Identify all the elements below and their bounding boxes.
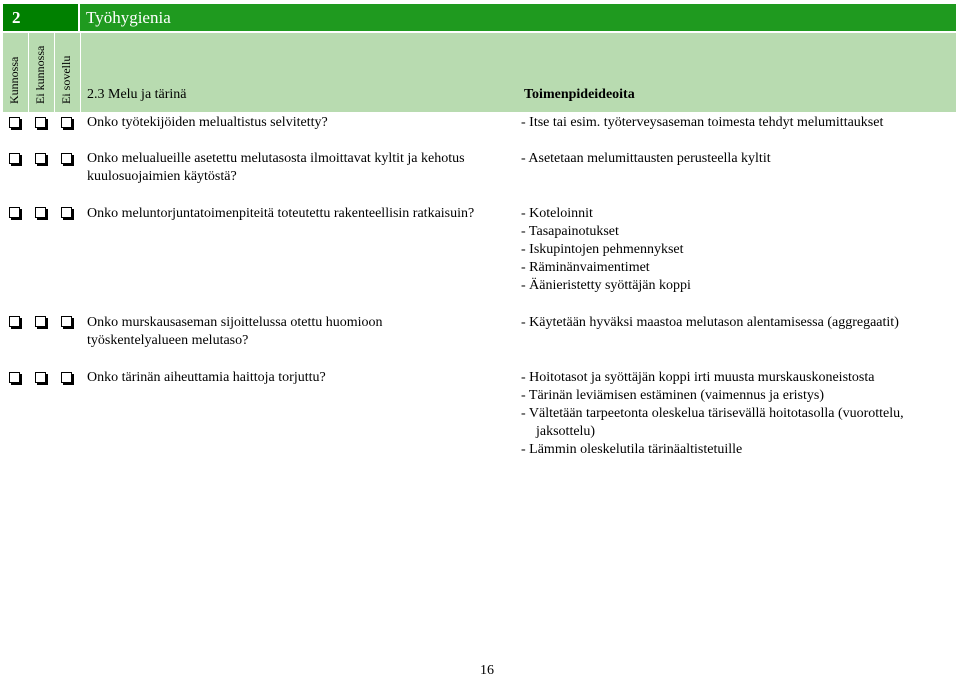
measure-item: - Vältetään tarpeetonta oleskelua tärisevällä hoitotasolla (vuorottelu, xyxy=(521,406,904,421)
measures-list xyxy=(521,369,956,459)
measure-item: - Koteloinnit xyxy=(521,206,593,221)
measure-item: - Itse tai esim. työterveysaseman toimesta tehdyt melumittaukset xyxy=(521,115,884,130)
measure-item: - Räminänvaimentimet xyxy=(521,260,650,275)
measure-item: - Asetetaan melumittausten perusteella kyltit xyxy=(521,151,771,166)
measure-item: - Käytetään hyväksi maastoa melutason alentamisessa (aggregaatit) xyxy=(521,315,899,330)
header-main-cell xyxy=(81,33,956,112)
measure-item: jaksottelu) xyxy=(536,424,596,439)
question-text: Onko työtekijöiden melualtistus selvitetty? xyxy=(87,115,328,130)
subsection-title: 2.3 Melu ja tärinä xyxy=(87,87,187,102)
measure-item: - Äänieristetty syöttäjän koppi xyxy=(521,278,691,293)
checkbox-kunnossa[interactable] xyxy=(9,117,20,128)
measures-list xyxy=(521,150,956,168)
column-label-kunnossa: Kunnossa xyxy=(6,56,21,104)
measures-list xyxy=(521,114,956,132)
measure-item: - Tasapainotukset xyxy=(521,224,619,239)
column-header-kunnossa xyxy=(3,33,28,112)
checkbox-ei-kunnossa[interactable] xyxy=(35,207,46,218)
question-text: Onko tärinän aiheuttamia haittoja torjuttu? xyxy=(87,370,326,385)
question-text: Onko murskausaseman sijoittelussa otettu huomioon työskentelyalueen melutaso? xyxy=(87,315,383,348)
checkbox-ei-kunnossa[interactable] xyxy=(35,316,46,327)
column-label-ei-kunnossa: Ei kunnossa xyxy=(32,45,47,104)
checkbox-kunnossa[interactable] xyxy=(9,153,20,164)
section-number: 2 xyxy=(3,4,80,31)
column-header-ei-kunnossa xyxy=(29,33,54,112)
checkbox-kunnossa[interactable] xyxy=(9,316,20,327)
measure-item: - Hoitotasot ja syöttäjän koppi irti muusta murskauskoneistosta xyxy=(521,370,875,385)
measures-list xyxy=(521,205,956,295)
table-header xyxy=(3,33,956,112)
section-title: Työhygienia xyxy=(80,4,956,31)
question-text: Onko meluntorjuntatoimenpiteitä toteutettu rakenteellisin ratkaisuin? xyxy=(87,206,475,221)
question-text: Onko melualueille asetettu melutasosta ilmoittavat kyltit ja kehotus kuulosuojaimien käytöstä? xyxy=(87,151,465,184)
measure-item: - Tärinän leviämisen estäminen (vaimennus ja eristys) xyxy=(521,388,824,403)
checkbox-ei-sovellu[interactable] xyxy=(61,153,72,164)
checkbox-kunnossa[interactable] xyxy=(9,207,20,218)
measures-list xyxy=(521,314,956,332)
checkbox-ei-kunnossa[interactable] xyxy=(35,117,46,128)
checkbox-ei-kunnossa[interactable] xyxy=(35,372,46,383)
checkbox-ei-kunnossa[interactable] xyxy=(35,153,46,164)
checkbox-ei-sovellu[interactable] xyxy=(61,117,72,128)
page-number: 16 xyxy=(480,663,494,678)
section-title-bar xyxy=(3,4,956,31)
measure-item: - Lämmin oleskelutila tärinäaltistetuille xyxy=(521,442,743,457)
column-label-ei-sovellu: Ei sovellu xyxy=(58,55,73,104)
measure-item: - Iskupintojen pehmennykset xyxy=(521,242,684,257)
column-header-ei-sovellu xyxy=(55,33,80,112)
checkbox-ei-sovellu[interactable] xyxy=(61,207,72,218)
checkbox-ei-sovellu[interactable] xyxy=(61,372,72,383)
measures-column-title: Toimenpideideoita xyxy=(524,87,635,102)
checkbox-ei-sovellu[interactable] xyxy=(61,316,72,327)
checkbox-kunnossa[interactable] xyxy=(9,372,20,383)
